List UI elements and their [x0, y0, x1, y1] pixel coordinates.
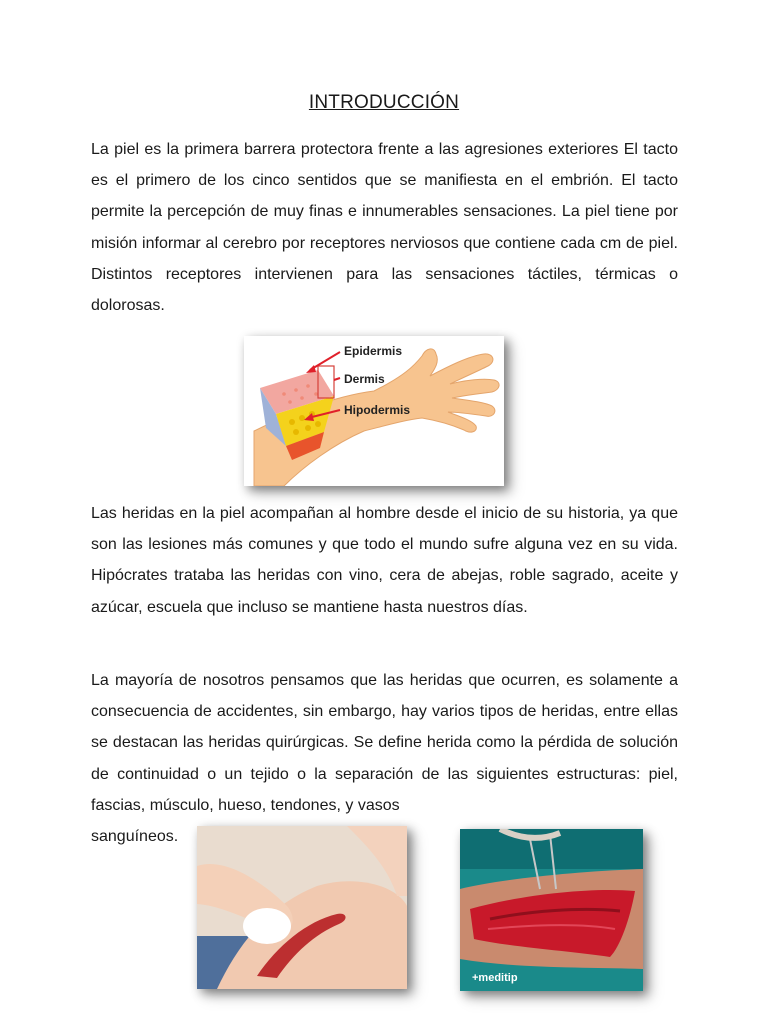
- skin-layers-illustration: [244, 336, 504, 486]
- paragraph-skin-intro: La piel es la primera barrera protectora frente a las agresiones exteriores El tacto es el primero de los cinco sentidos que se manifiesta en el embrión. El tacto permite la percepción de muy finas e innumerables sensaciones. La piel tiene por misión informar al cerebro por receptores nerviosos que contiene cada cm de piel. Distintos receptores intervienen para las sensaciones táctiles, térmicas o dolorosas.: [91, 141, 678, 315]
- label-dermis: Dermis: [344, 372, 385, 386]
- paragraph-wound-definition: La mayoría de nosotros pensamos que las heridas que ocurren, es solamente a consecuencia de accidentes, sin embargo, hay varios tipos de heridas, entre ellas se destacan las heridas quirúrgicas. Se define herida como la pérdida de solución de continuidad o un tejido o la separación de las siguientes estructuras: piel, fascias, músculo, hueso, tendones, y vasos: [91, 672, 678, 814]
- label-epidermis: Epidermis: [344, 344, 403, 358]
- dermis-arrow: [334, 378, 340, 380]
- knee-wound-illustration: [197, 826, 407, 989]
- skin-layers-figure: [244, 336, 504, 486]
- label-hipodermis: Hipodermis: [344, 403, 411, 417]
- watermark-logo: +meditip: [472, 972, 518, 984]
- surgical-wound-illustration: [460, 829, 643, 991]
- surgical-wound-photo: [460, 829, 643, 991]
- knee-wound-photo: [197, 826, 407, 989]
- paragraph-wound-definition-end: sanguíneos.: [91, 828, 179, 845]
- page-title: INTRODUCCIÓN: [308, 92, 460, 113]
- paragraph-wound-history: Las heridas en la piel acompañan al hombre desde el inicio de su historia, ya que son las lesiones más comunes y que todo el mundo sufre alguna vez en su vida. Hipócrates trataba las heridas con vino, cera de abejas, roble sagrado, aceite y azúcar, escuela que incluso se mantiene hasta nuestros días.: [91, 505, 678, 616]
- cotton-pad: [243, 908, 291, 944]
